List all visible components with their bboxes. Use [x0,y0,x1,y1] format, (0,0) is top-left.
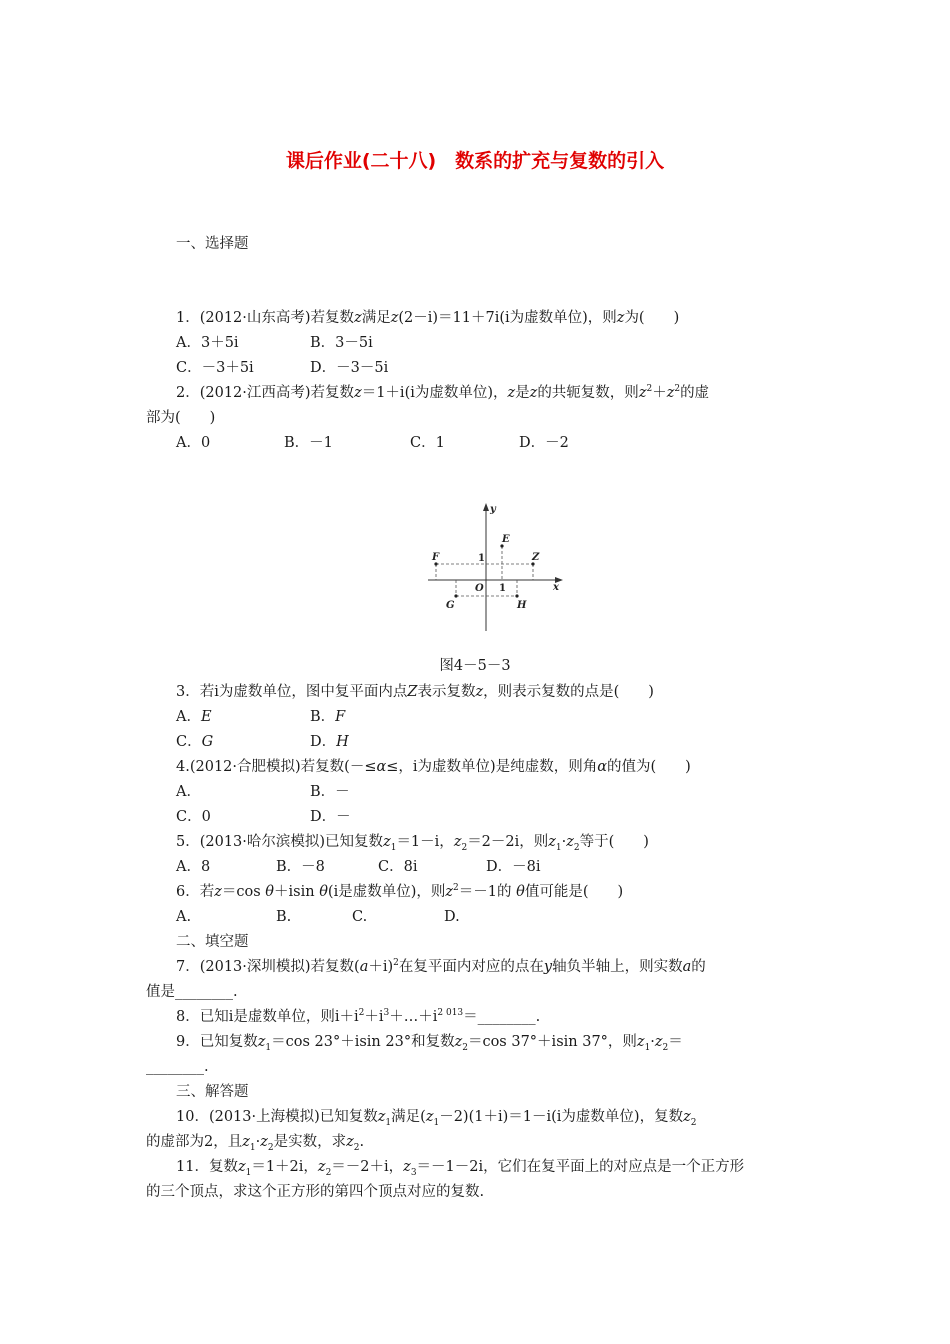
q9-var: z [454,1034,463,1050]
q1-text-e: (2－i)＝11＋7i(i为虚数单位)，则 [398,310,617,326]
q7-text: ＋i) [368,959,394,975]
q8-text: ＋i [364,1009,384,1025]
q2-exponent: 2 [674,384,681,395]
q2-var: z [638,385,647,401]
label-h: H [517,600,527,611]
q7-var: a [682,959,692,975]
q11-var: z [403,1159,411,1175]
q4-text: 4.(2012·合肥模拟)若复数(－≤ [176,759,377,775]
q2-var: z [507,385,516,401]
q1-option-d[interactable]: D．－3－5i [310,360,389,376]
q10-text: . [359,1134,365,1150]
q3-text: ，则表示复数的点是( ) [483,684,654,700]
q4-var: α [597,759,608,775]
q5-text: ＝2－2i，则 [467,834,549,850]
q3-option-b-letter: B． [310,709,336,725]
q1-options-row2 [176,358,576,378]
q5-var: z [453,834,462,850]
q3-option-d[interactable] [310,732,349,752]
page-title: 课后作业(二十八) 数系的扩充与复数的引入 [285,150,665,172]
q6-var: θ [516,884,525,900]
q6-text: ＋isin [274,884,315,900]
q5-option-c[interactable]: C．8i [378,859,418,875]
q5-text: · [561,834,567,850]
q10-var: z [346,1134,354,1150]
question-4 [176,757,691,777]
q11-var: z [317,1159,326,1175]
section-heading-fill: 二、填空题 [176,934,249,950]
q4-text: ≤，i为虚数单位)是纯虚数，则角 [386,759,598,775]
q6-option-b[interactable]: B. [276,909,292,925]
q10-text: 10．(2013·上海模拟)已知复数 [176,1109,378,1125]
q10-text: · [255,1134,261,1150]
q6-var: z [214,884,222,900]
q7-line2-answer-blank[interactable]: 值是________. [146,984,238,1000]
q9-text: 9．已知复数 [176,1034,258,1050]
q10-subscript: 1 [249,1142,256,1153]
q2-option-d[interactable]: D．－2 [519,435,569,451]
q3-option-c[interactable] [176,732,213,752]
q2-exponent: 2 [646,384,653,395]
q5-var: z [566,834,574,850]
q1-option-c[interactable]: C．－3＋5i [176,360,254,376]
q6-text: 6．若 [176,884,215,900]
q11-subscript: 2 [325,1167,332,1178]
q3-option-c-letter: C． [176,734,202,750]
q10-subscript: 2 [690,1117,697,1128]
q3-options-row2 [176,732,576,752]
question-7 [176,957,706,977]
q3-option-c-value: G [201,734,214,750]
q5-var: z [548,834,556,850]
q10-line2 [146,1132,364,1152]
label-e: E [502,534,510,545]
q6-options [176,907,626,927]
q1-options-row1 [176,333,576,353]
q2-text: 的共轭复数，则 [537,385,639,401]
q10-var: z [683,1109,691,1125]
q5-text: 5．(2013·哈尔滨模拟)已知复数 [176,834,384,850]
label-y: y [490,504,496,515]
q1-option-b[interactable]: B．3－5i [310,335,373,351]
q3-text: 表示复数 [417,684,476,700]
q9-text: · [650,1034,655,1050]
q1-var: z [616,310,625,326]
q9-subscript: 2 [662,1042,669,1053]
q2-option-b[interactable]: B．－1 [284,435,333,451]
q6-option-d[interactable]: D. [444,909,460,925]
complex-plane-figure [420,500,570,635]
section-heading-choice: 一、选择题 [176,236,249,252]
q8-exponent: 3 [383,1008,390,1019]
q9-var: z [654,1034,663,1050]
q11-line2: 的三个顶点，求这个正方形的第四个顶点对应的复数. [146,1184,485,1200]
question-8 [176,1007,540,1027]
q3-option-a[interactable] [176,707,212,727]
q3-var: z [475,684,484,700]
q9-text: ＝cos 37°＋isin 37°，则 [467,1034,637,1050]
q8-answer-blank[interactable]: ＝________. [463,1009,541,1025]
label-z: Z [532,552,540,563]
q1-text-a: 1．(2012·山东高考)若复数 [176,310,355,326]
q5-option-d[interactable]: D．－8i [486,859,541,875]
q2-option-a[interactable]: A．0 [176,435,211,451]
q10-var: z [377,1109,386,1125]
q9-subscript: 1 [644,1042,651,1053]
label-x: x [553,582,559,593]
q9-var: z [257,1034,266,1050]
q2-text: ＋ [652,385,667,401]
section-heading-solve: 三、解答题 [176,1084,249,1100]
q7-text: 轴负半轴上，则实数 [552,959,683,975]
q6-option-c[interactable]: C. [352,909,368,925]
q10-subscript: 1 [385,1117,392,1128]
q5-subscript: 2 [461,842,468,853]
q2-text: ＝1＋i(i为虚数单位)， [361,385,508,401]
q10-text: －2)(1＋i)＝1－i(i为虚数单位)，复数 [439,1109,684,1125]
q3-options-row1 [176,707,576,727]
figure-caption: 图4－5－3 [439,658,511,674]
q9-line2-answer-blank[interactable]: ________. [146,1059,209,1075]
point-h [515,594,518,597]
q10-subscript: 1 [433,1117,440,1128]
q11-var: z [237,1159,246,1175]
q7-exponent: 2 [393,958,399,969]
q5-subscript: 1 [555,842,562,853]
q1-text-g: 为( ) [624,310,680,326]
q10-subscript: 2 [353,1142,360,1153]
q11-subscript: 3 [410,1167,417,1178]
q2-text: 2．(2012·江西高考)若复数 [176,385,355,401]
q10-var: z [242,1134,250,1150]
q8-text: ＋…＋i [389,1009,438,1025]
q4-option-b[interactable]: B．－ [310,784,350,800]
q7-text: 7．(2013·深圳模拟)若复数( [176,959,360,975]
q5-option-a[interactable]: A．8 [176,859,211,875]
q6-text: ＝cos [221,884,261,900]
q10-text: 满足( [391,1109,426,1125]
point-g [454,594,457,597]
q2-option-c[interactable]: C．1 [410,435,445,451]
q6-text: ＝－1的 [458,884,512,900]
q11-text: ＝－1－2i，它们在复平面上的对应点是一个正方形 [416,1159,745,1175]
question-11 [176,1157,744,1177]
q6-exponent: 2 [453,883,459,894]
q2-var: z [529,385,538,401]
q8-exponent: 2 013 [437,1008,464,1019]
q3-option-b-value: F [335,709,346,725]
q1-var: z [354,310,362,326]
q4-options-row2 [176,807,576,827]
label-g: G [446,600,455,611]
q9-var: z [636,1034,645,1050]
q8-text: 8．已知i是虚数单位，则i＋i [176,1009,359,1025]
q11-text: 11．复数 [176,1159,238,1175]
q6-text: 值可能是( ) [524,884,624,900]
q2-text: 是 [515,385,530,401]
q10-text: 是实数，求 [273,1134,347,1150]
q4-option-d[interactable]: D．－ [310,809,351,825]
q6-var: θ [319,884,328,900]
q6-text: (i是虚数单位)，则 [327,884,446,900]
q4-option-c[interactable]: C．0 [176,809,211,825]
q5-var: z [383,834,391,850]
q5-text: 等于( ) [579,834,649,850]
question-5 [176,832,649,852]
q7-text: 在复平面内对应的点在 [398,959,544,975]
label-f: F [432,552,440,563]
q9-subscript: 1 [265,1042,272,1053]
label-1-y: 1 [478,553,485,564]
q2-text: 的虚 [680,385,710,401]
label-o: O [475,583,484,594]
y-axis-arrow [483,503,489,511]
q11-subscript: 1 [245,1167,252,1178]
q5-subscript: 1 [390,842,397,853]
label-1-x: 1 [499,583,506,594]
question-2 [176,383,709,403]
question-3 [176,682,654,702]
q5-option-b[interactable]: B．－8 [276,859,325,875]
q5-subscript: 2 [573,842,580,853]
q11-text: ＝1＋2i， [251,1159,318,1175]
question-10 [176,1107,696,1127]
q2-var: z [354,385,362,401]
q2-var: z [666,385,675,401]
q9-text: ＝ [668,1034,683,1050]
q4-option-a[interactable]: A． [176,784,201,800]
question-6 [176,882,623,902]
question-9 [176,1032,683,1052]
q7-var: y [543,959,553,975]
q4-text: 的值为( ) [607,759,691,775]
q10-text: 的虚部为2，且 [146,1134,243,1150]
q10-subscript: 2 [267,1142,274,1153]
q3-option-b[interactable] [310,707,345,727]
q3-option-a-value: E [200,709,212,725]
q3-option-a-letter: A． [176,709,201,725]
q5-options [176,857,626,877]
q10-var: z [425,1109,434,1125]
q5-text: ＝1－i， [396,834,454,850]
question-1 [176,308,679,328]
q3-text: 3．若i为虚数单位，图中复平面内点 [176,684,408,700]
q1-text-c: 满足 [361,310,391,326]
q1-var: z [390,310,399,326]
q8-exponent: 2 [358,1008,365,1019]
q6-var: θ [265,884,275,900]
q9-subscript: 2 [462,1042,468,1053]
q3-option-d-value: H [336,734,349,750]
q3-var: Z [407,684,418,700]
q6-option-a[interactable]: A. [176,909,192,925]
q4-var: α [376,759,387,775]
q6-var: z [445,884,454,900]
q1-option-a[interactable]: A．3＋5i [176,335,239,351]
q11-text: ＝－2＋i， [331,1159,404,1175]
q10-var: z [260,1134,268,1150]
q2-line2: 部为( ) [146,410,216,426]
q7-var: a [359,959,369,975]
q9-text: ＝cos 23°＋isin 23°和复数 [271,1034,455,1050]
q2-options [176,433,626,453]
q4-options-row1 [176,782,576,802]
q7-text: 的 [691,959,706,975]
q3-option-d-letter: D． [310,734,337,750]
